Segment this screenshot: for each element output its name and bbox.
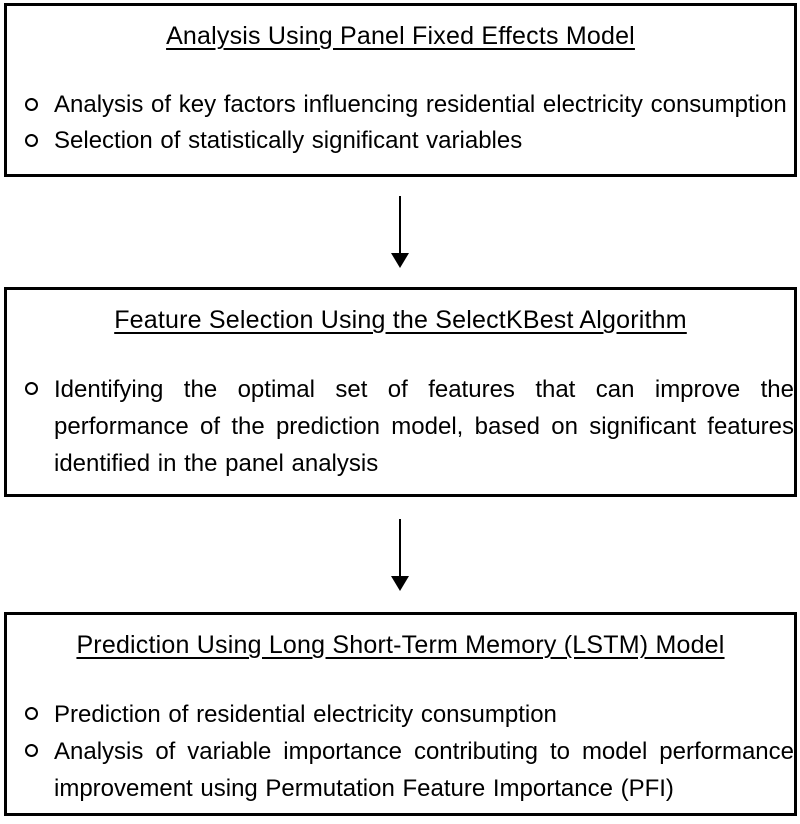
arrow-head [391, 253, 409, 268]
bullet-item [25, 696, 794, 733]
step-title-selectkbest: Feature Selection Using the SelectKBest Algorithm [114, 306, 687, 334]
bullet-list [7, 371, 794, 482]
down-arrow-icon [391, 519, 409, 591]
down-arrow-icon [391, 196, 409, 268]
bullet-item [25, 733, 794, 807]
step-title-panel-fixed-effects: Analysis Using Panel Fixed Effects Model [166, 22, 635, 50]
bullet-text: Prediction of residential electricity consumption [54, 701, 557, 728]
circle-bullet-icon [25, 98, 38, 111]
bullet-text: Selection of statistically significant variables [54, 127, 523, 154]
bullet-list [7, 87, 794, 159]
arrow-zone [0, 177, 800, 287]
bullet-item [25, 371, 794, 482]
circle-bullet-icon [25, 707, 38, 720]
circle-bullet-icon [25, 382, 38, 395]
step-box-panel-fixed-effects [4, 3, 797, 177]
circle-bullet-icon [25, 744, 38, 757]
circle-bullet-icon [25, 134, 38, 147]
arrow-head [391, 576, 409, 591]
step-box-lstm [4, 612, 797, 816]
bullet-item [25, 87, 794, 123]
bullet-item [25, 123, 794, 159]
arrow-line [399, 519, 401, 576]
bullet-text: Identifying the optimal set of features that can improve the performance of the prediction model, based on significant features identified in the panel analysis [54, 376, 794, 477]
arrow-zone [0, 497, 800, 612]
bullet-text: Analysis of key factors influencing residential electricity consumption [54, 91, 787, 118]
bullet-text: Analysis of variable importance contributing to model performance improvement using Permutation Feature Importance (PFI) [54, 738, 794, 802]
step-title-lstm: Prediction Using Long Short-Term Memory (LSTM) Model [76, 631, 725, 659]
arrow-line [399, 196, 401, 253]
bullet-list [7, 696, 794, 807]
step-box-selectkbest [4, 287, 797, 497]
